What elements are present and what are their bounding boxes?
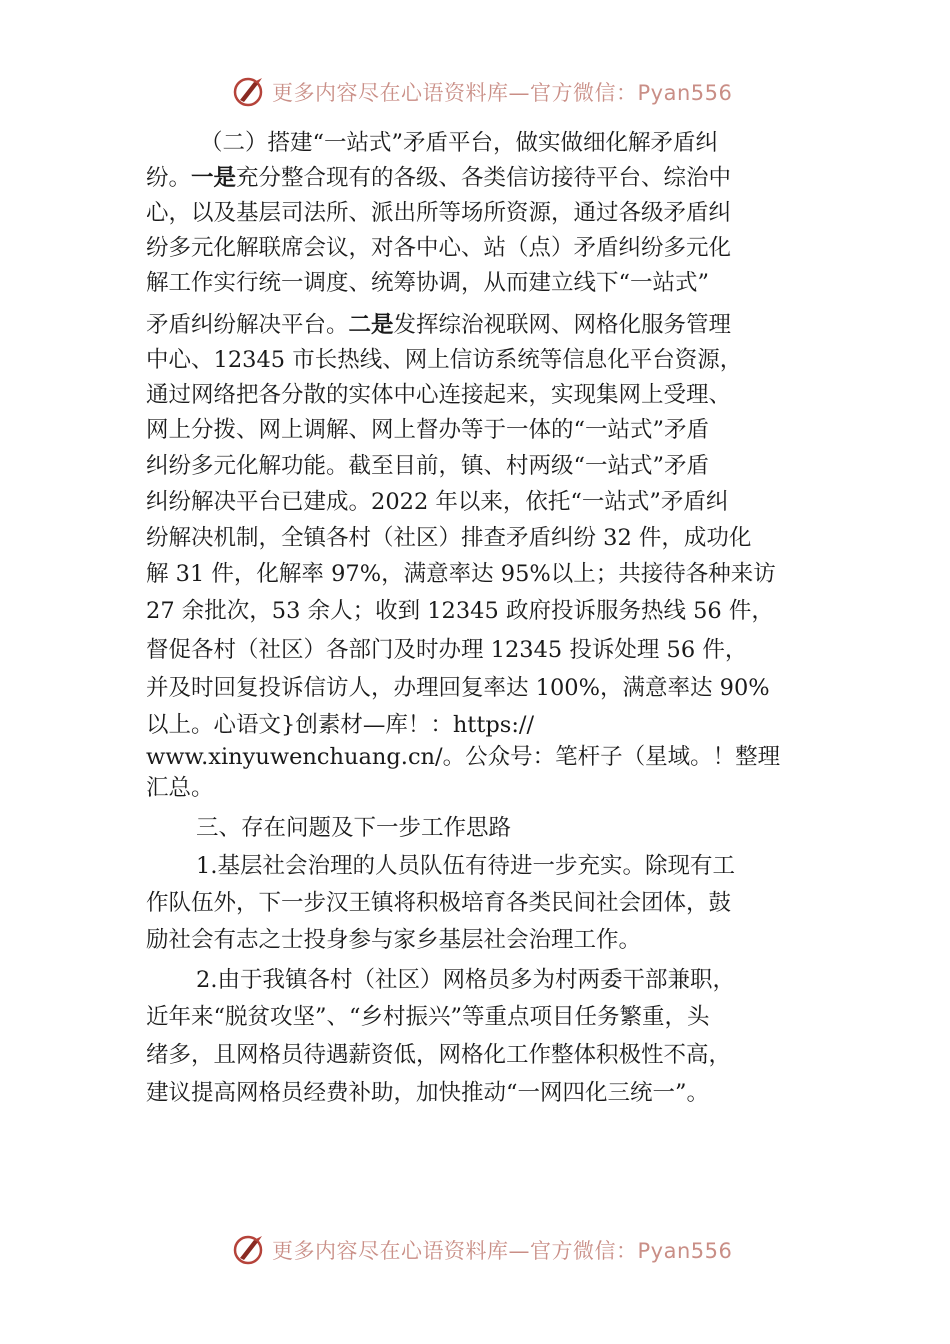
text-line: 纷多元化解联席会议，对各中心、站（点）矛盾纠纷多元化 xyxy=(146,235,732,261)
pen-logo-icon xyxy=(232,1232,268,1268)
text-line: 纷。一是充分整合现有的各级、各类信访接待平台、综治中 xyxy=(146,165,732,191)
text-line: 纷解决机制，全镇各村（社区）排查矛盾纠纷 32 件，成功化 xyxy=(146,525,752,551)
text-line: 近年来“脱贫攻坚”、“乡村振兴”等重点项目任务繁重，头 xyxy=(146,1004,710,1030)
text-line: 2.由于我镇各村（社区）网格员多为村两委干部兼职， xyxy=(196,967,735,993)
text-line: 督促各村（社区）各部门及时办理 12345 投诉处理 56 件， xyxy=(146,637,748,663)
text-line: 心，以及基层司法所、派出所等场所资源，通过各级矛盾纠 xyxy=(146,200,732,226)
emphasis-second: 二是 xyxy=(348,312,394,338)
text-line: 27 余批次，53 余人；收到 12345 政府投诉服务热线 56 件， xyxy=(146,598,774,624)
text-line: 纠纷多元化解功能。截至目前，镇、村两级“一站式”矛盾 xyxy=(146,453,710,479)
text-line: 建议提高网格员经费补助，加快推动“一网四化三统一”。 xyxy=(146,1080,710,1106)
text-line: 以上。心语文}创素材—库！：https:// xyxy=(146,712,535,738)
text-line: 汇总。 xyxy=(146,775,214,801)
text-line: 励社会有志之士投身参与家乡基层社会治理工作。 xyxy=(146,927,642,953)
text-line: 解工作实行统一调度、统筹协调，从而建立线下“一站式” xyxy=(146,270,710,296)
text-line: 矛盾纠纷解决平台。二是发挥综治视联网、网格化服务管理 xyxy=(146,312,732,338)
watermark-banner-bottom xyxy=(0,1230,950,1270)
pen-logo-icon xyxy=(232,74,268,110)
emphasis-first: 一是 xyxy=(191,165,237,191)
text-line: www.xinyuwenchuang.cn/。公众号：笔杆子（星域。！整理 xyxy=(146,744,781,770)
text-line: 绪多，且网格员待遇薪资低，网格化工作整体积极性不高， xyxy=(146,1042,732,1068)
watermark-text: 更多内容尽在心语资料库—官方微信：Pyan556 xyxy=(272,81,733,105)
text-line: 纠纷解决平台已建成。2022 年以来，依托“一站式”矛盾纠 xyxy=(146,489,729,515)
text-line: 并及时回复投诉信访人，办理回复率达 100%，满意率达 90% xyxy=(146,675,770,701)
text-line: 网上分拨、网上调解、网上督办等于一体的“一站式”矛盾 xyxy=(146,417,710,443)
text-line: 解 31 件，化解率 97%，满意率达 95%以上；共接待各种来访 xyxy=(146,561,776,587)
watermark-banner-top xyxy=(0,72,950,112)
text-line: 作队伍外，下一步汉王镇将积极培育各类民间社会团体，鼓 xyxy=(146,890,732,916)
text-line: 中心、12345 市长热线、网上信访系统等信息化平台资源， xyxy=(146,347,743,373)
watermark-text: 更多内容尽在心语资料库—官方微信：Pyan556 xyxy=(272,1239,733,1263)
section-heading: 三、存在问题及下一步工作思路 xyxy=(196,815,512,841)
text-line: （二）搭建“一站式”矛盾平台，做实做细化解矛盾纠 xyxy=(200,130,719,156)
text-line: 通过网络把各分散的实体中心连接起来，实现集网上受理、 xyxy=(146,382,732,408)
text-line: 1.基层社会治理的人员队伍有待进一步充实。除现有工 xyxy=(196,853,735,879)
